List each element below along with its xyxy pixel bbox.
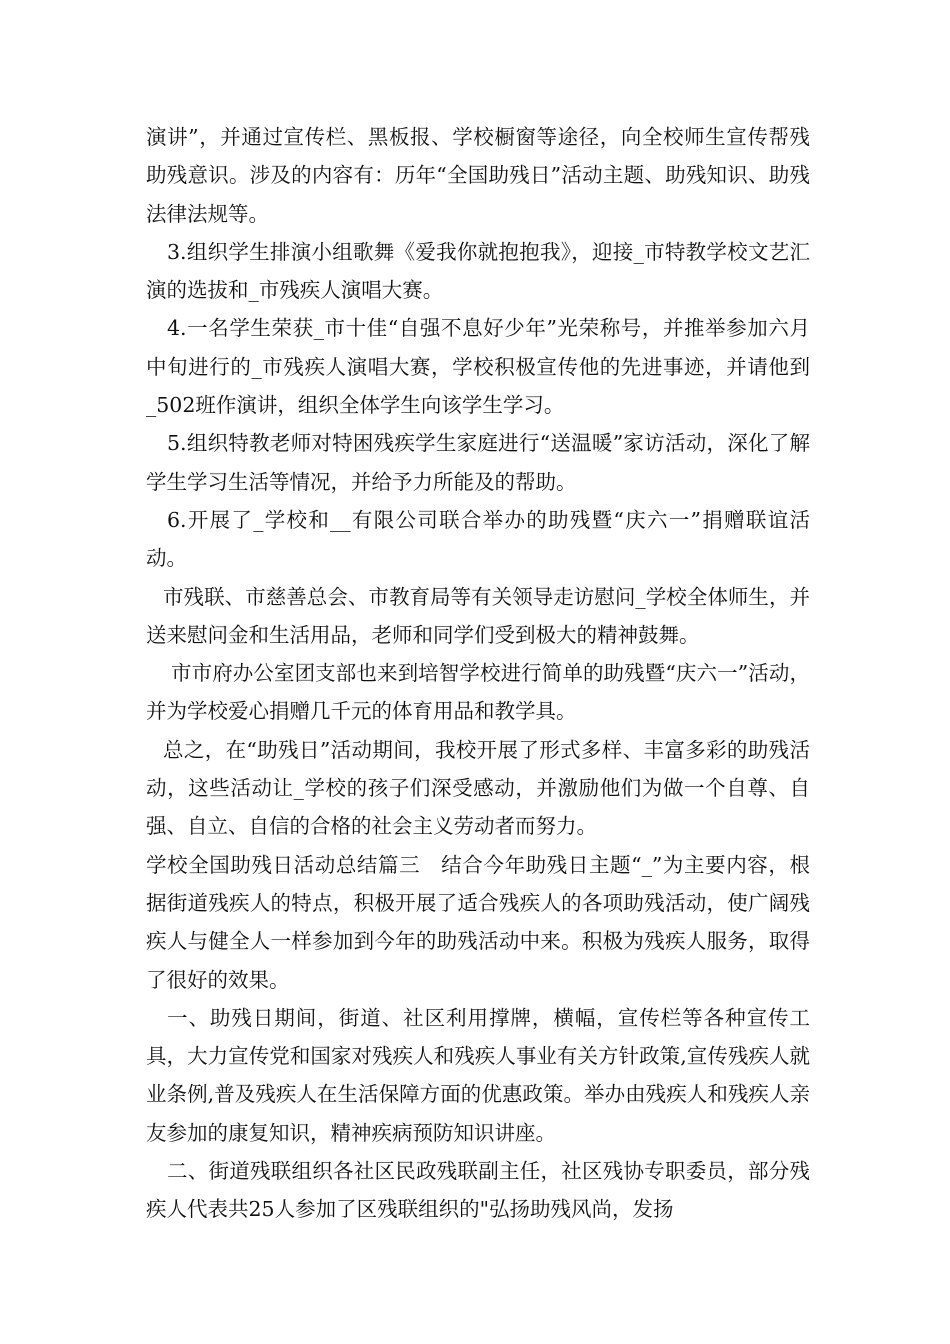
paragraph-visit: 市残联、市慈善总会、市教育局等有关领导走访慰问_学校全体师生，并送来慰问金和生活用品，老师和同学们受到极大的精神鼓舞。 bbox=[146, 584, 810, 647]
paragraph-item-6: 6.开展了_学校和__有限公司联合举办的助残暨“庆六一”捐赠联谊活动。 bbox=[146, 507, 810, 571]
paragraph-point-two: 二、街道残联组织各社区民政残联副主任，社区残协专职委员，部分残疾人代表共25人参加了区残联组织的"弘扬助残风尚，发扬 bbox=[146, 1159, 810, 1222]
paragraph-office: 市市府办公室团支部也来到培智学校进行简单的助残暨“庆六一”活动，并为学校爱心捐赠几千元的体育用品和教学具。 bbox=[146, 661, 810, 724]
paragraph-item-5: 5.组织特教老师对特困残疾学生家庭进行“送温暖”家访活动，深化了解学生学习生活等情况，并给予力所能及的帮助。 bbox=[146, 431, 810, 494]
paragraph-continuation: 演讲”，并通过宣传栏、黑板报、学校橱窗等途径，向全校师生宣传帮残助残意识。涉及的内容有：历年“全国助残日”活动主题、助残知识、助残法律法规等。 bbox=[146, 125, 810, 226]
paragraph-item-3: 3.组织学生排演小组歌舞《爱我你就抱抱我》，迎接_市特教学校文艺汇演的选拔和_市残疾人演唱大赛。 bbox=[146, 239, 810, 303]
paragraph-point-one: 一、助残日期间，街道、社区利用撑牌，横幅，宣传栏等各种宣传工具，大力宣传党和国家对残疾人和残疾人事业有关方针政策,宣传残疾人就业条例,普及残疾人在生活保障方面的优惠政策。举办由残疾人和残疾人亲友参加的康复知识，精神疾病预防知识讲座。 bbox=[146, 1005, 810, 1145]
paragraph-item-4: 4.一名学生荣获_市十佳“自强不息好少年”光荣称号，并推举参加六月中旬进行的_市残疾人演唱大赛，学校积极宣传他的先进事迹，并请他到_502班作演讲，组织全体学生向该学生学习。 bbox=[146, 316, 810, 418]
paragraph-summary: 总之，在“助残日”活动期间，我校开展了形式多样、丰富多彩的助残活动，这些活动让_学校的孩子们深受感动，并激励他们为做一个自尊、自强、自立、自信的合格的社会主义劳动者而努力。 bbox=[146, 737, 810, 839]
document-body bbox=[146, 118, 810, 1229]
paragraph-section-three: 学校全国助残日活动总结篇三 结合今年助残日主题“_”为主要内容，根据街道残疾人的特点，积极开展了适合残疾人的各项助残活动，使广阔残疾人与健全人一样参加到今年的助残活动中来。积极为残疾人服务，取得了很好的效果。 bbox=[146, 852, 810, 992]
